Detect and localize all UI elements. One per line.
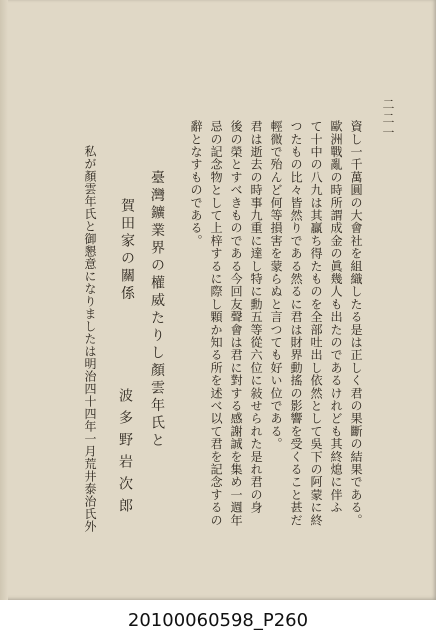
closing-line: 私が顏雲年氏と御懇意になりましたは明治四十四年一月荒井泰治氏外	[83, 145, 97, 533]
paragraph-line: 辭となすものである。	[189, 120, 204, 247]
image-caption: 20100060598_P260	[127, 609, 309, 631]
paragraph-line: 後の榮とすべきものである今回友聲會は君に對する感謝誠を集め一週年	[229, 120, 244, 527]
paragraph-line: つたもの比々皆然りである然るに君は財界動搖の影響を受くること甚だ	[289, 120, 304, 527]
paragraph-line: 歐洲戰亂の時所謂成金の眞幾人も出たのであるけれども其終熄に伴ふ	[329, 120, 344, 514]
paragraph-line: 君は逝去の時事九重に達し特に勳五等從六位に敍せられた是れ君の身	[249, 120, 264, 514]
section-subheading: 賀田家の關係	[119, 198, 135, 303]
section-heading: 臺灣鑛業界の權威たりし顏雲年氏と	[149, 170, 165, 450]
paragraph-line: 輕微で殆んど何等損害を蒙らぬと言つても好い位である。	[269, 120, 284, 451]
page-number: 二二一	[381, 98, 395, 140]
author-name: 波多野岩次郎	[117, 388, 133, 520]
paragraph-line: 忌の記念物として上梓するに際し顆か知る所を述べ以て君を記念するの	[209, 120, 224, 527]
page-binding-edge	[0, 0, 8, 600]
paragraph-line: 資し一千萬圓の大會社を組織したる是は正しく君の果斷の結果である。	[349, 120, 364, 527]
image-caption-bar	[0, 600, 436, 640]
paragraph-line: て十中の八九は其贏ち得たものを全部吐出し依然として吳下の阿蒙に終	[309, 120, 324, 527]
